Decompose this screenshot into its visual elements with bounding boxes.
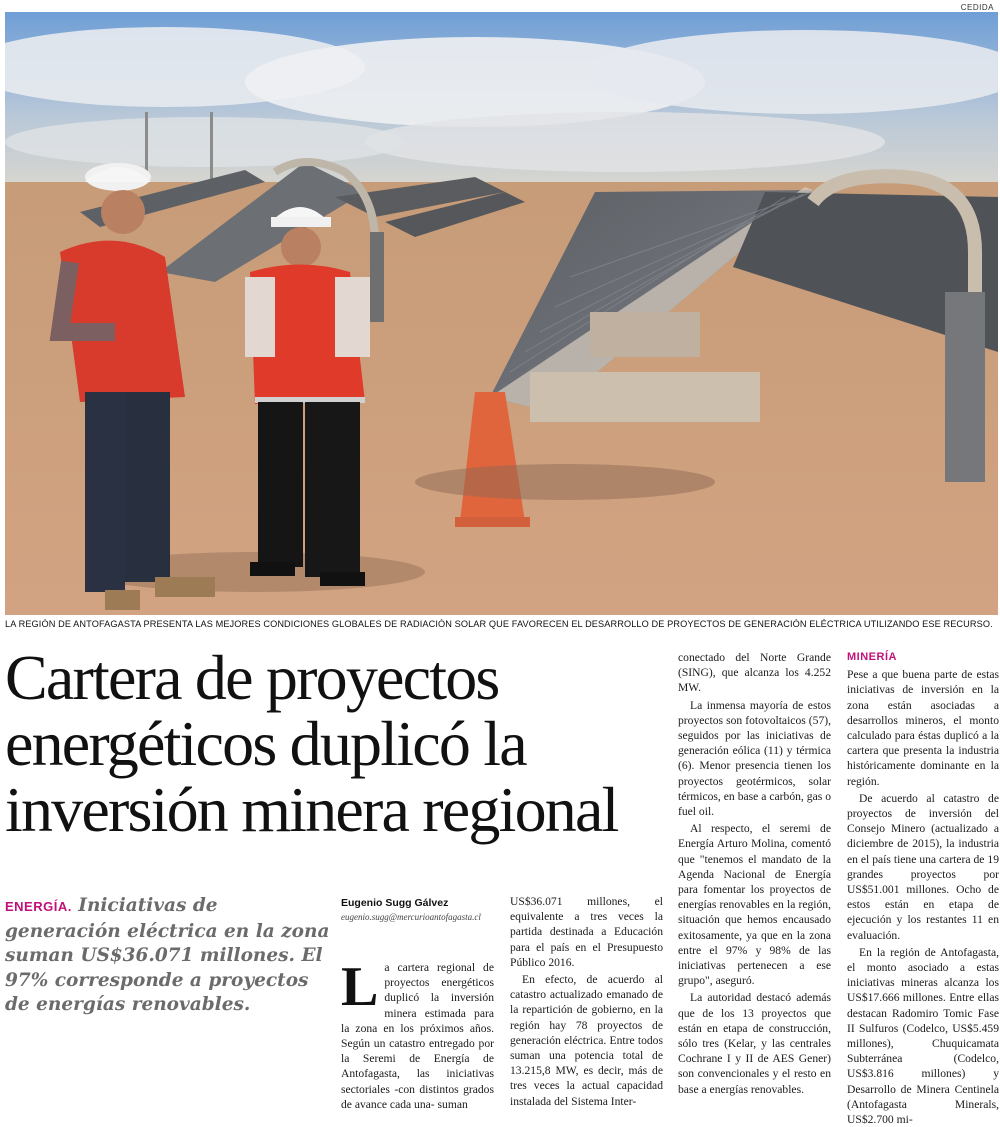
lead-paragraph — [5, 894, 330, 1018]
headline: Cartera de proyectos energéticos duplicó la inversión minera regional — [5, 642, 618, 845]
body-column-4 — [847, 650, 999, 1127]
paragraph — [341, 956, 494, 1112]
paragraph: Pese a que buena parte de estas iniciativas de inversión en la zona están asociadas a desarrollos mineros, el monto calculado para éstas duplicó a la cartera que presenta la industria históricamente dominante en la región. — [847, 668, 999, 788]
paragraph-text: a cartera regional de proyectos energéticos duplicó la inversión minera estimada para la zona en los próximos años. Según un catastro entregado por la Seremi de Energía de Antofagasta, las iniciativas sectoriales -con distintos grados de avance cada una- suman — [341, 961, 494, 1111]
paragraph: En la región de Antofagasta, el monto asociado a estas iniciativas mineras alcanza los US$17.666 millones. Entre ellas destacan Radomiro Tomic Fase II Sulfuros (Codelco, US$5.459 millones), Chuquicamata Subterránea (Codelco, US$3.816 millones) y Desarrollo de Minera Centinela (Antofagasta Minerals, US$2.700 mi- — [847, 945, 999, 1127]
author-name: Eugenio Sugg Gálvez — [341, 897, 449, 909]
paragraph: La autoridad destacó además que de los 13 proyectos que están en etapa de construcción, sólo tres (Kelar, y las centrales Cochrane I y II de AES Gener) son convencionales y el resto en base a energías renovables. — [678, 991, 831, 1096]
paragraph: conectado del Norte Grande (SING), que alcanza los 4.252 MW. — [678, 651, 831, 695]
paragraph: Al respecto, el seremi de Energía Arturo Molina, comentó que "tenemos el mandato de la Agenda Nacional de Energía para fomentar los proyectos de energías renovables en la región, situación que hemos encausado exitosamente, ya que en la zona entre el 97% y 98% de las iniciativas pertenecen a ese grupo", aseguró. — [678, 822, 831, 988]
solar-field-photo — [5, 12, 998, 615]
lead-tag: ENERGÍA. — [5, 899, 72, 914]
author-email: eugenio.sugg@mercurioantofagasta.cl — [341, 912, 481, 922]
lead-text: Iniciativas de generación eléctrica en la zona suman US$36.071 millones. El 97% corresponde a proyectos de energías renovables. — [5, 895, 330, 1016]
paragraph: US$36.071 millones, el equivalente a tres veces la partida destinada a Educación para el país en el Presupuesto Público 2016. — [510, 895, 663, 969]
byline — [341, 897, 506, 922]
paragraph: En efecto, de acuerdo al catastro actualizado emanado de la repartición de gobierno, en la región hay 78 proyectos de generación eléctrica. Entre todos suman una potencia total de 13.215,8 MW, es decir, más de tres veces la actual capacidad instalada del Sistema Inter- — [510, 973, 663, 1108]
section-label: MINERÍA — [847, 651, 897, 663]
drop-cap: L — [341, 956, 379, 1018]
body-column-3 — [678, 650, 831, 1097]
body-column-1 — [341, 956, 494, 1112]
photo-caption: LA REGIÓN DE ANTOFAGASTA PRESENTA LAS MEJORES CONDICIONES GLOBALES DE RADIACIÓN SOLAR QUE FAVORECEN EL DESARROLLO DE PROYECTOS DE GENERACIÓN ELÉCTRICA UTILIZANDO ESE RECURSO. — [5, 619, 993, 629]
photo-credit: CEDIDA — [960, 3, 994, 12]
paragraph: De acuerdo al catastro de proyectos de inversión del Consejo Minero (actualizado a diciembre de 2015), la industria en el país tiene una cartera de 19 grandes proyectos por US$51.001 millones. Ocho de estos están en etapa de ejecución y los restantes 11 en evaluación. — [847, 791, 999, 942]
body-column-2 — [510, 894, 663, 1109]
paragraph: La inmensa mayoría de estos proyectos son fotovoltaicos (57), seguidos por las iniciativas de generación eólica (11) y térmica (6). Menor presencia tienen los proyectos geotérmicos, solar térmicos, en base a carbón, gas o fuel oil. — [678, 698, 831, 819]
